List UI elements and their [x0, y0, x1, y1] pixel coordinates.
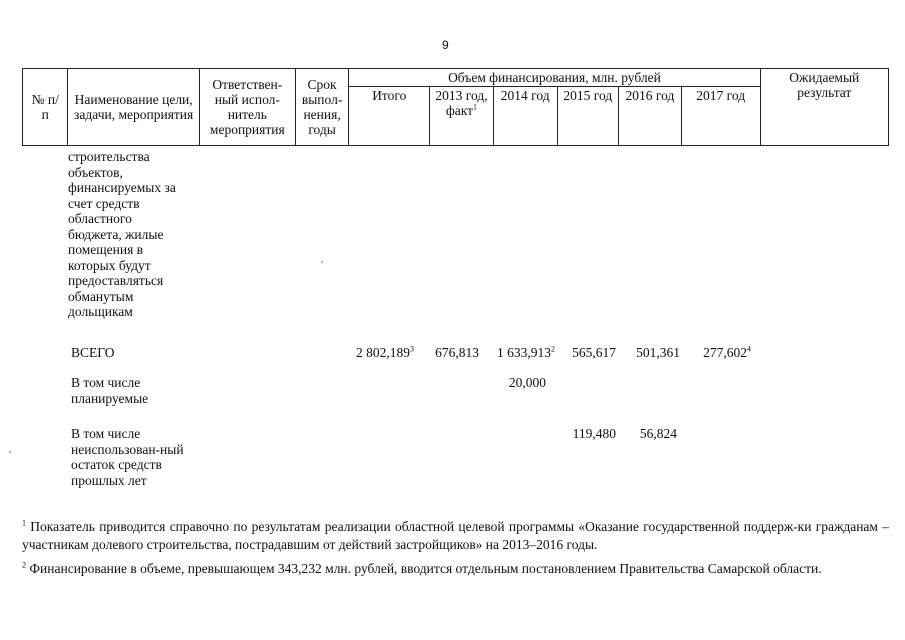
total-2017-value: 277,602 [703, 345, 747, 360]
footnote-ref-3: 3 [410, 344, 414, 354]
header-2017: 2017 год [681, 87, 760, 146]
total-2014-value: 1 633,913 [497, 345, 551, 360]
total-2017 [681, 345, 751, 361]
footnote-2 [22, 560, 889, 578]
header-2014: 2014 год [493, 87, 557, 146]
footnote-1 [22, 518, 889, 554]
footnote-1-mark: 1 [22, 518, 26, 528]
total-2013: 676,813 [435, 345, 479, 360]
header-result: Ожидаемый результат [760, 69, 888, 146]
total-2014 [480, 345, 555, 361]
header-name: Наименование цели, задачи, мероприятия [68, 69, 199, 146]
footnote-2-mark: 2 [22, 560, 26, 570]
footnote-2-text: Финансирование в объеме, превышающем 343,232 млн. рублей, вводится отдельным постановлением Правительства Самарской области. [29, 561, 822, 576]
scan-speck [9, 451, 11, 453]
total-label: ВСЕГО [71, 345, 115, 360]
unused-2015: 119,480 [572, 426, 616, 441]
unused-label: В том числе неиспользован-ный остаток средств прошлых лет [71, 426, 184, 488]
header-responsible: Ответствен-ный испол-нитель мероприятия [199, 69, 295, 146]
header-num: № п/п [23, 69, 68, 146]
continued-activity-text: строительства объектов, финансируемых за счет средств областного бюджета, жилые помещения в которых будут предоставляться обманутым дольщикам [68, 149, 176, 319]
total-itogo [340, 345, 414, 361]
footnote-1-text: Показатель приводится справочно по результатам реализации областной целевой программы «Оказание государственной поддерж-ки гражданам – участникам долевого строительства, пострадавшим от действий застройщиков» на 2013–2016 годы. [22, 519, 889, 552]
planned-2014: 20,000 [508, 375, 546, 390]
total-itogo-value: 2 802,189 [356, 345, 410, 360]
total-2016: 501,361 [636, 345, 680, 360]
header-financing: Объем финансирования, млн. рублей [349, 69, 760, 87]
header-term: Срок выпол-нения, годы [295, 69, 349, 146]
header-2016: 2016 год [619, 87, 682, 146]
planned-label: В том числе планируемые [71, 375, 149, 406]
page-number: 9 [442, 38, 449, 52]
table-header [22, 68, 889, 146]
header-2013-label: 2013 год, факт [435, 88, 488, 118]
total-2015: 565,617 [572, 345, 616, 360]
footnote-ref-2: 2 [551, 344, 555, 354]
scan-speck [321, 261, 323, 263]
header-total: Итого [349, 87, 430, 146]
header-2013 [430, 87, 494, 146]
unused-2016: 56,824 [639, 426, 677, 441]
footnote-ref-1: 1 [473, 102, 478, 112]
footnote-ref-4: 4 [747, 344, 751, 354]
header-2015: 2015 год [557, 87, 619, 146]
